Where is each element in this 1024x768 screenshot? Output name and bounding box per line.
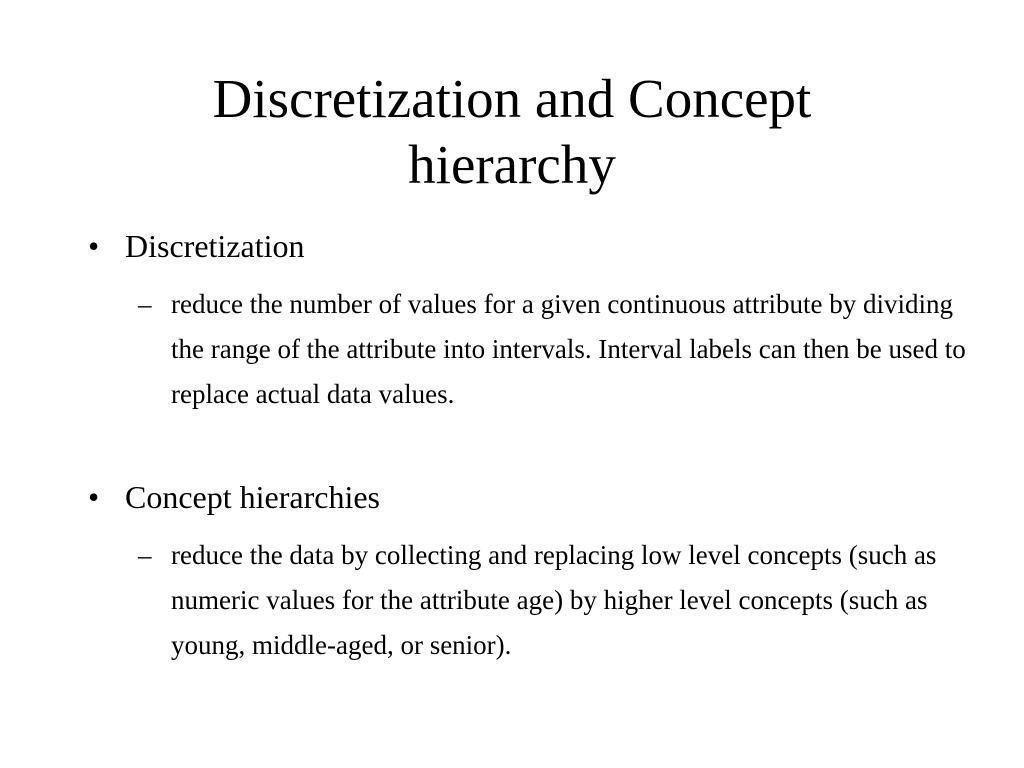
slide-title bbox=[0, 66, 1024, 198]
title-line-2: hierarchy bbox=[408, 134, 616, 195]
title-line-1: Discretization and Concept bbox=[212, 68, 812, 129]
sub-bullet-text: reduce the data by collecting and replacing low level concepts (such as numeric values for the attribute age) by higher level concepts (such as young, middle-aged, or senior). bbox=[171, 540, 937, 660]
sub-bullet-marker: – bbox=[138, 289, 152, 319]
bullet-concept-hierarchies bbox=[88, 478, 380, 516]
bullet-label: Discretization bbox=[125, 228, 305, 264]
sub-bullet-text: reduce the number of values for a given continuous attribute by dividing the range of the attribute into intervals. Interval labels can then be used to replace actual data values. bbox=[171, 289, 966, 409]
sub-bullet-marker: – bbox=[138, 540, 152, 570]
bullet-discretization bbox=[88, 227, 304, 265]
sub-bullet-concept-hierarchies bbox=[138, 533, 988, 668]
bullet-label: Concept hierarchies bbox=[125, 479, 380, 515]
bullet-marker: • bbox=[88, 479, 100, 515]
bullet-marker: • bbox=[88, 228, 100, 264]
sub-bullet-discretization bbox=[138, 282, 988, 417]
